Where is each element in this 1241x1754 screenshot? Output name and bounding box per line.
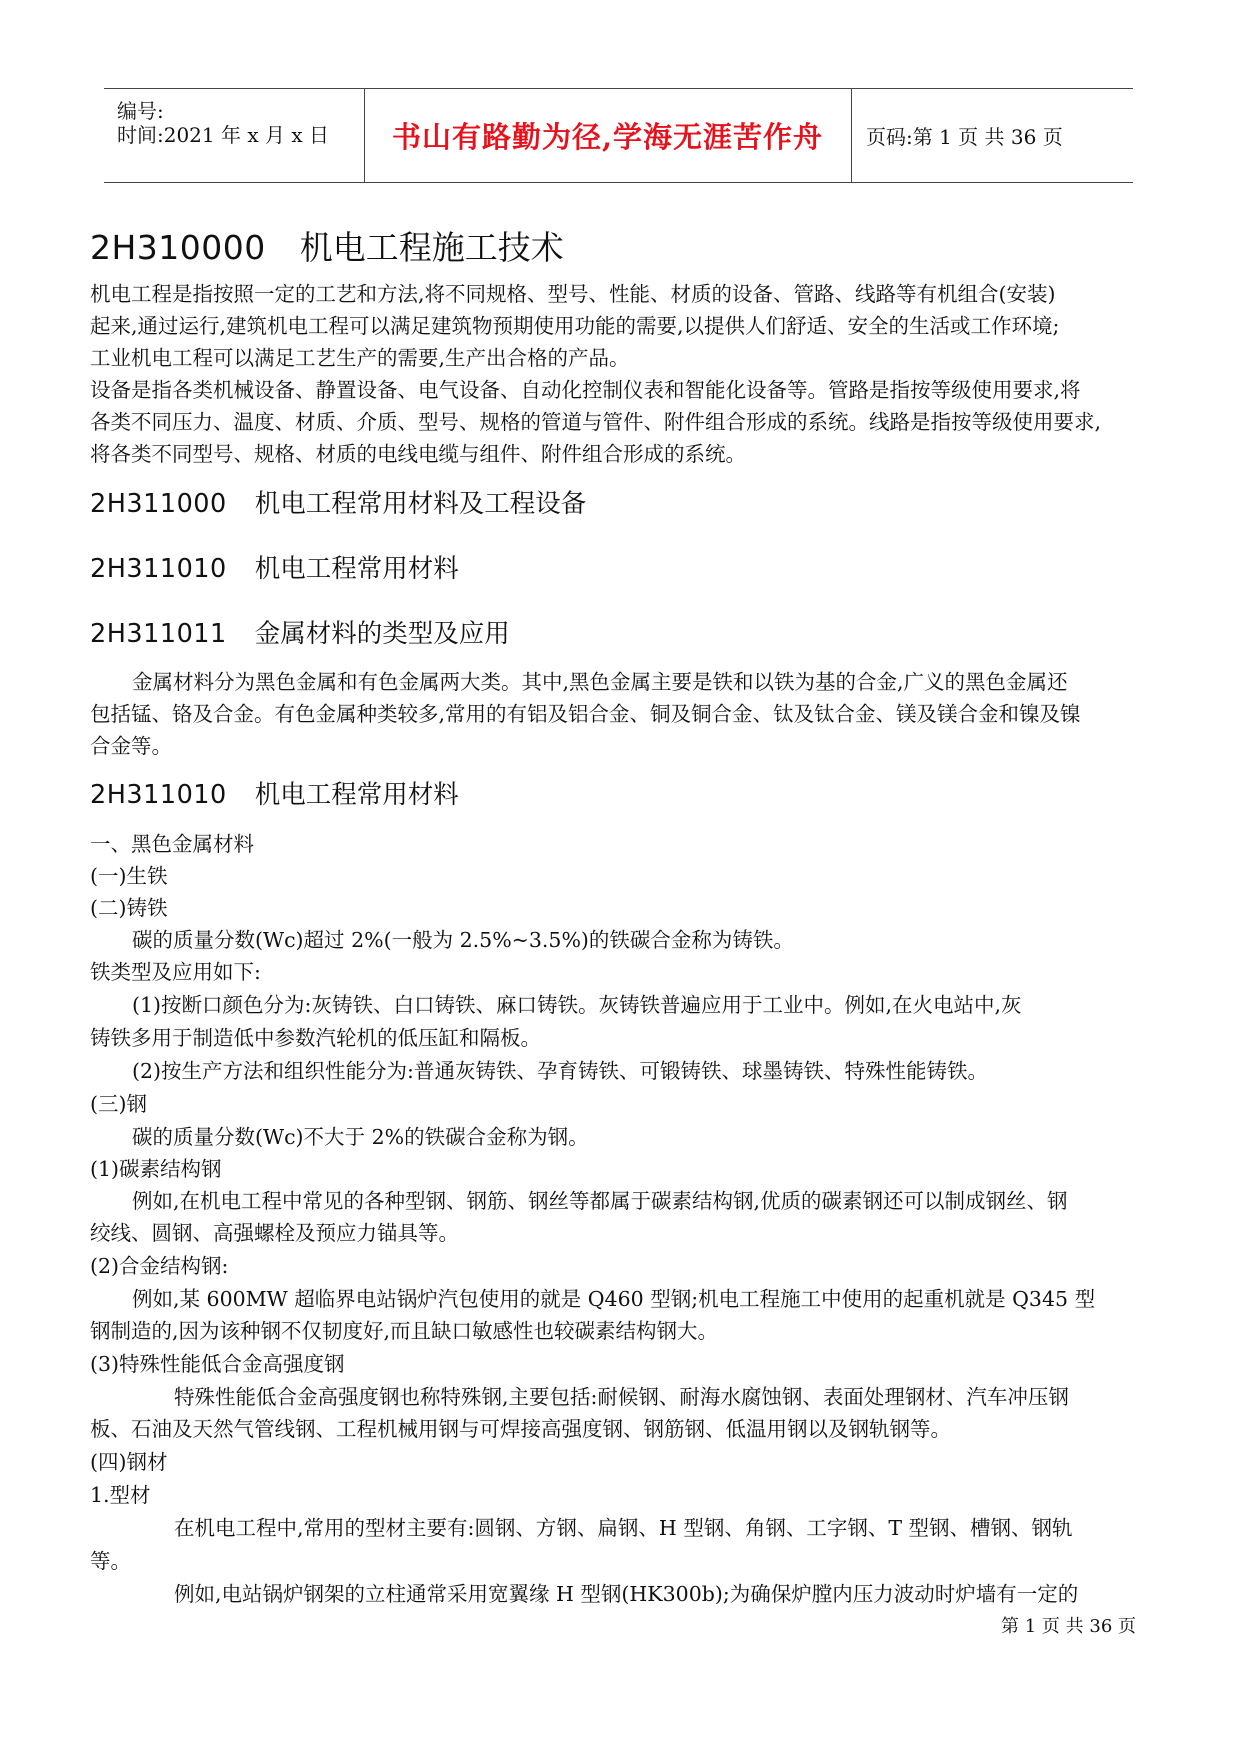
section-heading — [90, 614, 510, 650]
heading-text: 机电工程常用材料 — [254, 554, 459, 584]
page-footer: 第 1 页 共 36 页 — [1001, 1616, 1136, 1637]
heading-text: 机电工程常用材料及工程设备 — [254, 489, 587, 519]
paragraph-line: 各类不同压力、温度、材质、介质、型号、规格的管道与管件、附件组合形成的系统。线路是指按等级使用要求, — [90, 410, 1102, 434]
paragraph-line: 合金等。 — [90, 734, 172, 758]
body-line: 例如,在机电工程中常见的各种型钢、钢筋、钢丝等都属于碳素结构钢,优质的碳素钢还可以制成钢丝、钢 — [132, 1189, 1068, 1213]
body-line: 在机电工程中,常用的型材主要有:圆钢、方钢、扁钢、H 型钢、角钢、工字钢、T 型钢、槽钢、钢轨 — [174, 1516, 1073, 1540]
heading-code: 2H311010 — [90, 780, 227, 810]
doc-number-label: 编号: — [117, 99, 164, 123]
heading-code: 2H311000 — [90, 489, 227, 519]
body-line: 钢制造的,因为该种钢不仅韧度好,而且缺口敏感性也较碳素结构钢大。 — [90, 1319, 719, 1343]
title-code: 2H310000 — [90, 228, 266, 267]
page-code: 页码:第 1 页 共 36 页 — [866, 125, 1063, 149]
body-line: (一)生铁 — [90, 864, 168, 888]
body-line: 等。 — [90, 1549, 131, 1573]
paragraph-line: 包括锰、铬及合金。有色金属种类较多,常用的有铝及铝合金、铜及铜合金、钛及钛合金、镁及镁合金和镍及镍 — [90, 702, 1081, 726]
body-line: 碳的质量分数(Wc)超过 2%(一般为 2.5%~3.5%)的铁碳合金称为铸铁。 — [132, 928, 794, 952]
section-heading — [90, 775, 459, 811]
body-line: 铸铁多用于制造低中参数汽轮机的低压缸和隔板。 — [90, 1026, 541, 1050]
body-line: (2)按生产方法和组织性能分为:普通灰铸铁、孕育铸铁、可锻铸铁、球墨铸铁、特殊性能铸铁。 — [132, 1059, 988, 1083]
body-line: (2)合金结构钢: — [90, 1254, 229, 1278]
body-line: 一、黑色金属材料 — [90, 832, 254, 856]
page-title — [90, 222, 564, 269]
body-line: 例如,电站锅炉钢架的立柱通常采用宽翼缘 H 型钢(HK300b);为确保炉膛内压力波动时炉墙有一定的 — [174, 1582, 1079, 1606]
body-line: 铁类型及应用如下: — [90, 960, 261, 984]
heading-text: 金属材料的类型及应用 — [254, 619, 510, 649]
heading-code: 2H311011 — [90, 619, 227, 649]
paragraph-line: 工业机电工程可以满足工艺生产的需要,生产出合格的产品。 — [90, 346, 630, 370]
header-meta-cell — [104, 89, 365, 182]
doc-time-label: 时间:2021 年 x 月 x 日 — [117, 123, 329, 147]
paragraph-line: 金属材料分为黑色金属和有色金属两大类。其中,黑色金属主要是铁和以铁为基的合金,广义的黑色金属还 — [132, 670, 1068, 694]
body-line: 板、石油及天然气管线钢、工程机械用钢与可焊接高强度钢、钢筋钢、低温用钢以及钢轨钢等。 — [90, 1417, 951, 1441]
page-header — [104, 88, 1133, 183]
motto: 书山有路勤为径,学海无涯苦作舟 — [391, 120, 824, 154]
paragraph-line: 设备是指各类机械设备、静置设备、电气设备、自动化控制仪表和智能化设备等。管路是指按等级使用要求,将 — [90, 378, 1081, 402]
header-page-cell — [852, 89, 1133, 182]
body-line: (四)钢材 — [90, 1450, 168, 1474]
body-line: 特殊性能低合金高强度钢也称特殊钢,主要包括:耐候钢、耐海水腐蚀钢、表面处理钢材、汽车冲压钢 — [174, 1385, 1069, 1409]
body-line: (1)碳素结构钢 — [90, 1157, 222, 1181]
body-line: 1.型材 — [90, 1483, 151, 1507]
body-line: (1)按断口颜色分为:灰铸铁、白口铸铁、麻口铸铁。灰铸铁普遍应用于工业中。例如,在火电站中,灰 — [132, 993, 1022, 1017]
body-line: (3)特殊性能低合金高强度钢 — [90, 1352, 345, 1376]
body-line: 例如,某 600MW 超临界电站锅炉汽包使用的就是 Q460 型钢;机电工程施工中使用的起重机就是 Q345 型 — [132, 1287, 1096, 1311]
heading-text: 机电工程常用材料 — [254, 780, 459, 810]
paragraph-line: 机电工程是指按照一定的工艺和方法,将不同规格、型号、性能、材质的设备、管路、线路等有机组合(安装) — [90, 282, 1056, 306]
heading-code: 2H311010 — [90, 554, 227, 584]
body-line: 碳的质量分数(Wc)不大于 2%的铁碳合金称为钢。 — [132, 1125, 589, 1149]
header-motto-cell — [364, 89, 852, 182]
title-text: 机电工程施工技术 — [299, 228, 564, 267]
body-line: (二)铸铁 — [90, 896, 168, 920]
section-heading — [90, 549, 459, 585]
paragraph-line: 起来,通过运行,建筑机电工程可以满足建筑物预期使用功能的需要,以提供人们舒适、安全的生活或工作环境; — [90, 314, 1060, 338]
paragraph-line: 将各类不同型号、规格、材质的电线电缆与组件、附件组合形成的系统。 — [90, 442, 746, 466]
section-heading — [90, 484, 586, 520]
body-line: 绞线、圆钢、高强螺栓及预应力锚具等。 — [90, 1221, 459, 1245]
body-line: (三)钢 — [90, 1092, 147, 1116]
